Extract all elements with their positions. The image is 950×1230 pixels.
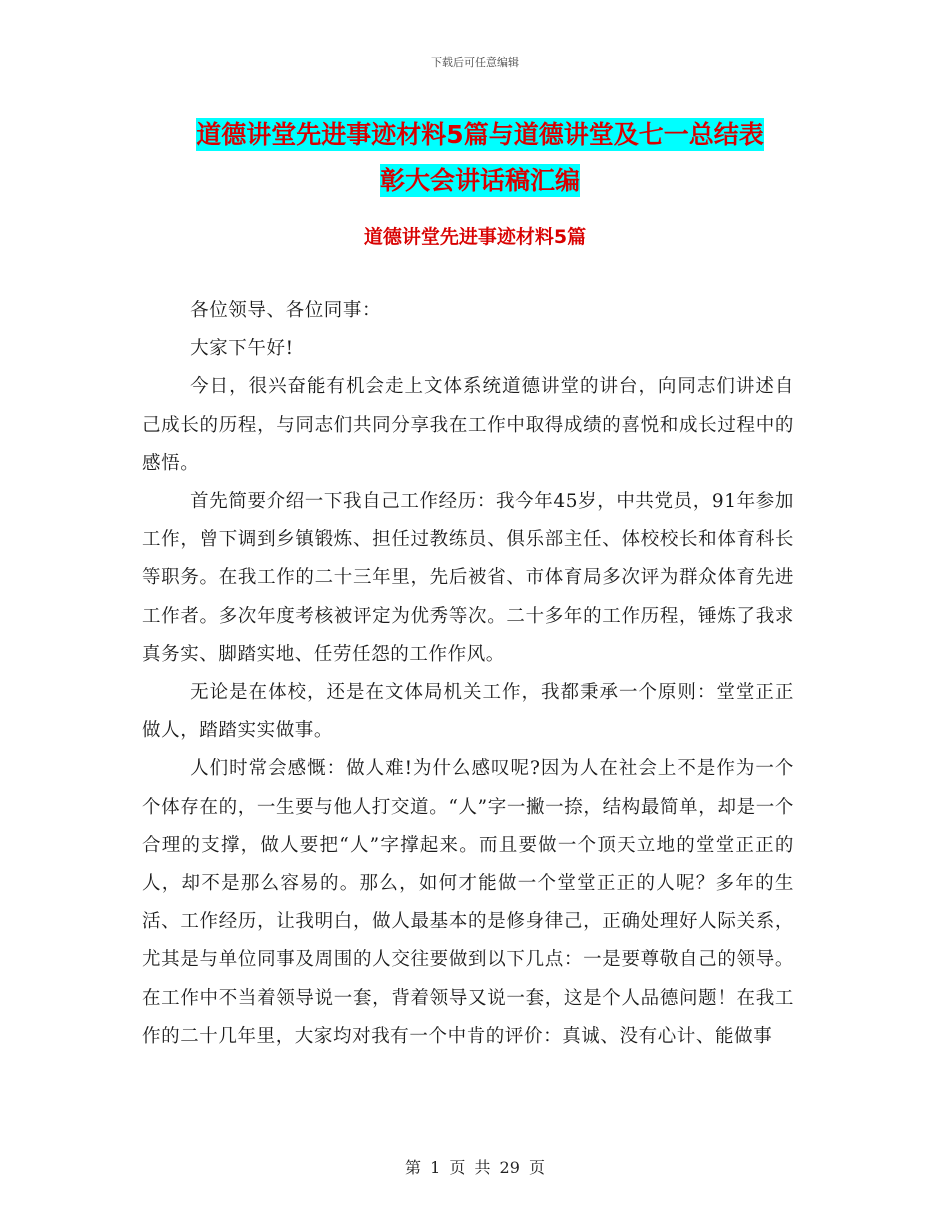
document-title-line-2: 彰大会讲话稿汇编 [379, 166, 580, 195]
section-title: 道德讲堂先进事迹材料5篇 [363, 226, 587, 248]
document-title-line-1: 道德讲堂先进事迹材料5篇与道德讲堂及七一总结表 [196, 120, 764, 149]
paragraph-salutation: 大家下午好! [190, 338, 294, 360]
document-body [142, 292, 794, 1056]
paragraph: 人们时常会感慨：做人难!为什么感叹呢?因为人在社会上不是作为一个个体存在的，一生要与他人打交道。“人”字一撇一捺，结构最简单，却是一个合理的支撑，做人要把“人”字撑起来。而且要做一个顶天立地的堂堂正正的人，却不是那么容易的。那么，如何才能做一个堂堂正正的人呢？多年的生活、工作经历，让我明白，做人最基本的是修身律己，正确处理好人际关系，尤其是与单位同事及周围的人交往要做到以下几点：一是要尊敬自己的领导。在工作中不当着领导说一套，背着领导又说一套，这是个人品德问题！在我工作的二十几年里，大家均对我有一个中肯的评价：真诚、没有心计、能做事 [142, 758, 794, 1047]
page-footer-page-number: 第 1 页 共 29 页 [405, 1158, 545, 1177]
paragraph-greeting: 各位领导、各位同事： [190, 300, 382, 321]
page-header-note: 下载后可任意编辑 [431, 56, 519, 69]
paragraph: 无论是在体校，还是在文体局机关工作，我都秉承一个原则：堂堂正正做人，踏踏实实做事。 [142, 682, 794, 742]
paragraph: 今日，很兴奋能有机会走上文体系统道德讲堂的讲台，向同志们讲述自己成长的历程，与同志们共同分享我在工作中取得成绩的喜悦和成长过程中的感悟。 [142, 376, 794, 474]
paragraph: 首先简要介绍一下我自己工作经历：我今年45岁，中共党员，91年参加工作，曾下调到乡镇锻炼、担任过教练员、俱乐部主任、体校校长和体育科长等职务。在我工作的二十三年里，先后被省、市体育局多次评为群众体育先进工作者。多次年度考核被评定为优秀等次。二十多年的工作历程，锤炼了我求真务实、脚踏实地、任劳任怨的工作作风。 [142, 491, 794, 665]
document-title [140, 112, 820, 204]
